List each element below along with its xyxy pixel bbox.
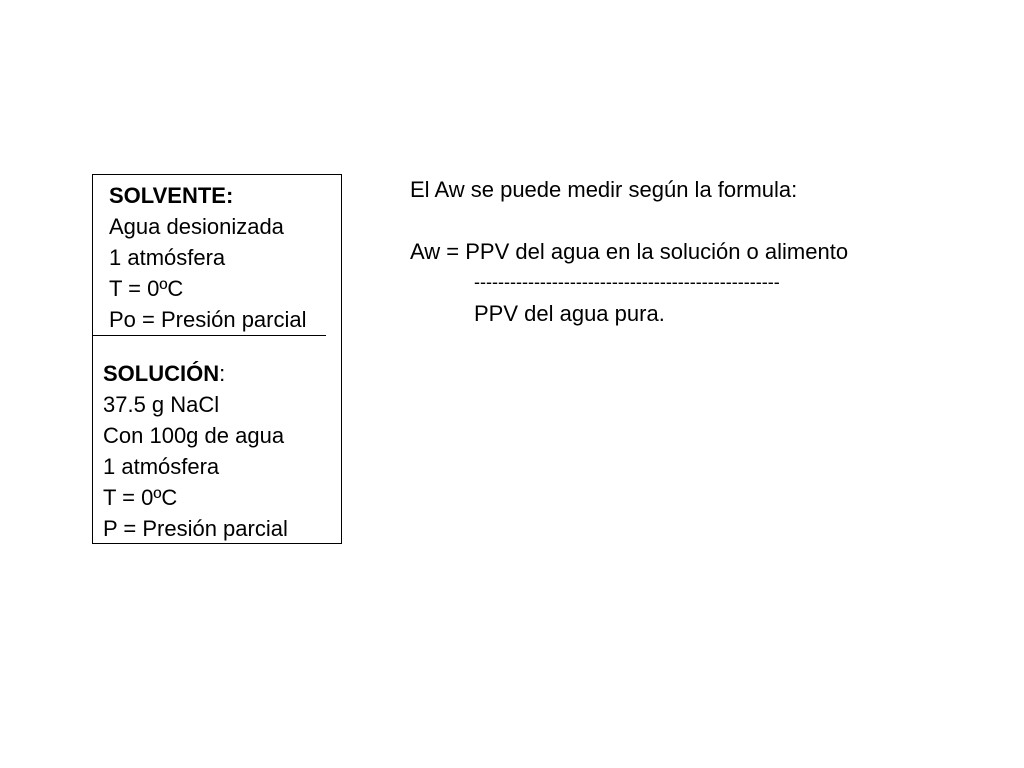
- aw-formula: [410, 174, 848, 329]
- solvente-heading: SOLVENTE:: [109, 183, 234, 208]
- solucion-line: 1 atmósfera: [103, 454, 220, 479]
- box-divider: [92, 335, 326, 336]
- formula-lhs: Aw =: [410, 239, 466, 264]
- formula-spacer: [410, 205, 848, 236]
- formula-numerator: PPV del agua en la solución o alimento: [465, 239, 849, 264]
- solvente-line: T = 0ºC: [109, 276, 184, 301]
- solvente-line: Po = Presión parcial: [109, 307, 307, 332]
- solucion-line: Con 100g de agua: [103, 423, 285, 448]
- solvente-line: Agua desionizada: [109, 214, 284, 239]
- solucion-heading-colon: :: [219, 361, 226, 386]
- solucion-block: [103, 358, 288, 544]
- solucion-heading-text: SOLUCIÓN: [103, 361, 220, 386]
- solvente-line: 1 atmósfera: [109, 245, 226, 270]
- formula-intro: El Aw se puede medir según la formula:: [410, 177, 798, 202]
- formula-denominator: PPV del agua pura.: [474, 301, 665, 326]
- solucion-line: T = 0ºC: [103, 485, 178, 510]
- solucion-line: 37.5 g NaCl: [103, 392, 220, 417]
- solvente-block: [109, 180, 307, 335]
- formula-numerator-line: [410, 236, 848, 267]
- formula-fraction-bar: ---------------------------------------------------: [474, 272, 780, 292]
- solucion-heading: [103, 358, 288, 389]
- solucion-line: P = Presión parcial: [103, 516, 288, 541]
